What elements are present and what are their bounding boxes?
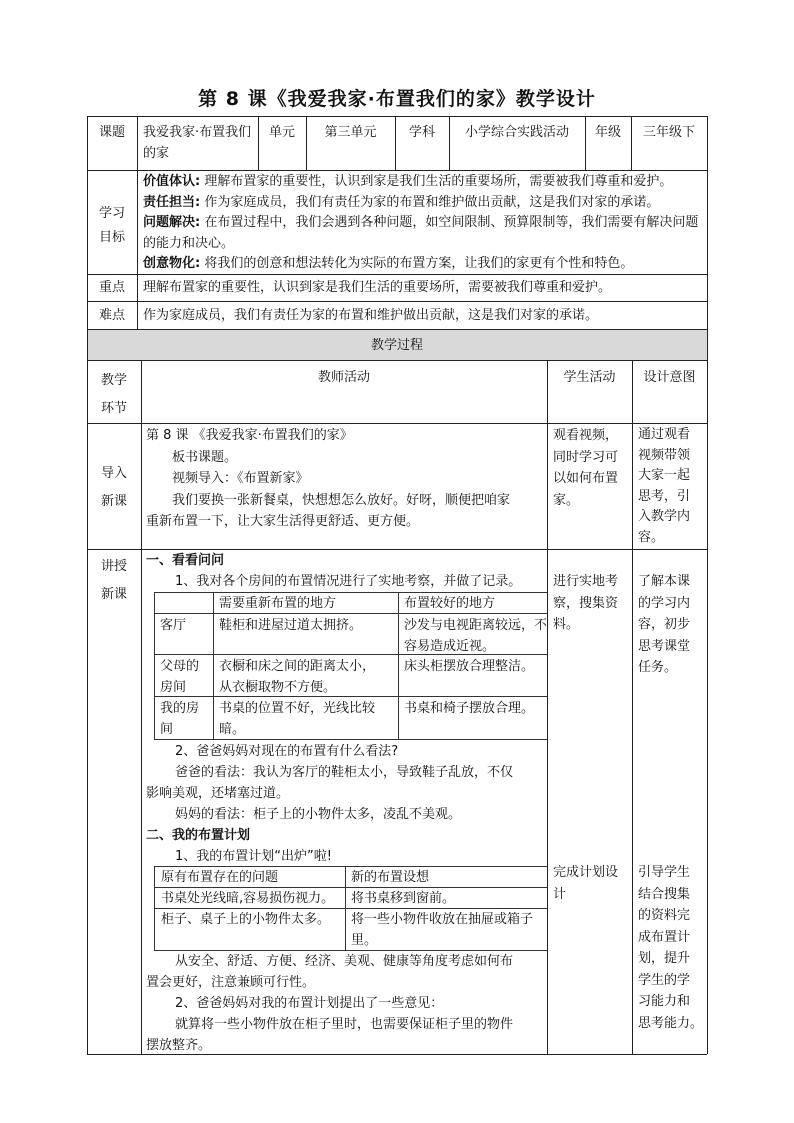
- goal-item: [143, 213, 703, 254]
- table1-row-good: 床头柜摆放合理整洁。: [404, 659, 535, 674]
- process-banner: 教学过程: [370, 338, 423, 353]
- intro-intent-line: 视频带领: [638, 447, 691, 463]
- lecture-intent-line: 任务。: [638, 660, 678, 675]
- col-student: 学生活动: [563, 370, 616, 385]
- goal-key: 问题解决:: [143, 215, 201, 230]
- lecture-intent-line: 划，提升: [638, 951, 691, 966]
- lecture-intent-line: 引导学生: [638, 865, 691, 880]
- col-stage: [87, 367, 141, 423]
- col-stage-line1: 教学: [100, 373, 127, 388]
- s1-line5: 妈妈的看法：柜子上的小物件太多，凌乱不美观。: [175, 807, 462, 822]
- table1-need-line: 衣橱和床之间的距离太小，: [219, 659, 376, 674]
- lesson-label: 课题: [98, 125, 125, 140]
- table1-need-line: 书桌的位置不好，光线比较: [219, 701, 376, 716]
- table1-row-good: 书桌和椅子摆放合理。: [404, 701, 535, 716]
- intro-stage-line2: 新课: [100, 494, 127, 509]
- s1-line2: 2、爸爸妈妈对现在的布置有什么看法?: [175, 744, 399, 759]
- section1-title: 一、看看问问: [146, 553, 225, 568]
- table1-room-line: 父母的: [160, 659, 200, 674]
- lecture-intent-line: 的学习内: [638, 595, 691, 611]
- table1-good-line: 沙发与电视距离较远，不: [404, 618, 547, 633]
- difficulty-text: 作为家庭成员，我们有责任为家的布置和维护做出贡献，这是我们对家的承诺。: [143, 308, 599, 323]
- col-teacher: 教师活动: [317, 370, 370, 385]
- table1-row-need: 鞋柜和进屋过道太拥挤。: [219, 618, 363, 633]
- goals-list: [143, 172, 703, 275]
- page-title: 第 8 课《我爱我家·布置我们的家》教学设计: [198, 88, 596, 110]
- subject-value: 小学综合实践活动: [464, 125, 569, 140]
- lecture-stage-line2: 新课: [100, 587, 127, 602]
- intro-line: 板书课题。: [172, 449, 238, 465]
- lecture-student-b: [553, 862, 631, 905]
- table1-room-line: 间: [160, 722, 174, 737]
- lecture-intent-line: 的资料完: [638, 908, 691, 923]
- goal-text: 将我们的创意和想法转化为实际的布置方案，让我们的家更有个性和特色。: [204, 256, 634, 271]
- table1-room-line: 我的房: [160, 701, 200, 716]
- intro-stage: [87, 460, 141, 516]
- lecture-intent-a: [638, 571, 706, 679]
- goal-text: 理解布置家的重要性，认识到家是我们生活的重要场所，需要被我们尊重和爱护。: [204, 174, 673, 189]
- table1-head-need: 需要重新布置的地方: [219, 596, 337, 611]
- goal-key: 价值体认:: [143, 174, 201, 189]
- intro-student-line: 同时学习可: [553, 449, 619, 465]
- table2-head-plan: 新的布置设想: [351, 870, 430, 885]
- intro-student: [553, 425, 631, 511]
- goal-item: [143, 193, 703, 214]
- s2-line2: 从安全、舒适、方便、经济、美观、健康等角度考虑如何布: [175, 954, 514, 969]
- lecture-student-line: 计: [553, 886, 567, 902]
- table1-row-room: [160, 698, 199, 740]
- table2-plan-line: 里。: [351, 933, 378, 948]
- table1-row-room: [160, 656, 199, 698]
- intro-line: 重新布置一下，让大家生活得更舒适、更方便。: [146, 514, 420, 529]
- intro-intent-line: 大家一起: [638, 468, 691, 483]
- intro-stage-line1: 导入: [100, 466, 127, 481]
- lecture-intent-line: 容，初步: [638, 617, 691, 632]
- lecture-student-line: 进行实地考: [553, 574, 619, 589]
- goal-item: [143, 172, 703, 193]
- section2-title: 二、我的布置计划: [146, 828, 251, 843]
- goal-text: 在布置过程中，我们会遇到各种问题，如空间限制、预算限制等，我们需要有解决问题的能力和决心。: [143, 215, 699, 251]
- goal-text: 作为家庭成员，我们有责任为家的布置和维护做出贡献，这是我们对家的承诺。: [204, 194, 660, 210]
- intro-lesson-title: 第 8 课 《我爱我家·布置我们的家》: [146, 428, 353, 443]
- table1-need-line: 暗。: [219, 722, 246, 737]
- lecture-student-line: 料。: [553, 617, 580, 632]
- intro-intent-line: 入教学内: [638, 509, 691, 524]
- table1-row-good: [404, 615, 547, 657]
- intro-student-line: 家。: [553, 492, 580, 508]
- col-stage-line2: 环节: [100, 401, 127, 416]
- table2-row-problem: 柜子、桌子上的小物件太多。: [161, 912, 331, 927]
- lecture-stage-line1: 讲授: [100, 559, 127, 574]
- table2-row-plan: 将书桌移到窗前。: [351, 891, 456, 906]
- intro-line: 我们要换一张新餐桌，快想想怎么放好。好呀，顺便把咱家: [172, 492, 511, 508]
- col-intent: 设计意图: [643, 370, 696, 385]
- intro-teacher: [146, 425, 544, 533]
- table1-need-line: 从衣橱取物不方便。: [219, 680, 337, 695]
- intro-student-line: 观看视频，: [553, 428, 619, 443]
- lecture-student-line: 察，搜集资: [553, 595, 619, 611]
- table2-head-problem: 原有布置存在的问题: [161, 870, 279, 885]
- key-point-text: 理解布置家的重要性，认识到家是我们生活的重要场所，需要被我们尊重和爱护。: [143, 280, 612, 295]
- grade-label: 年级: [594, 125, 621, 140]
- key-point-label: 重点: [98, 280, 125, 295]
- table1-row-need: [219, 698, 375, 740]
- lecture-intent-b: [638, 862, 706, 1034]
- s2-line1: 1、我的布置计划“出炉”啦!: [175, 849, 332, 864]
- intro-student-line: 以如何布置: [553, 471, 619, 486]
- s2-line4: 2、爸爸妈妈对我的布置计划提出了一些意见：: [175, 996, 444, 1011]
- table2-row-problem: 书桌处光线暗,容易损伤视力。: [161, 891, 335, 906]
- lecture-intent-line: 了解本课: [638, 574, 691, 589]
- goal-item: [143, 254, 703, 275]
- s1-line1: 1、我对各个房间的布置情况进行了实地考察，并做了记录。: [175, 574, 522, 589]
- goal-key: 责任担当:: [143, 194, 201, 210]
- lecture-intent-line: 成布置计: [638, 929, 691, 945]
- lecture-intent-line: 结合搜集: [638, 886, 691, 902]
- intro-line: 视频导入：《布置新家》: [172, 471, 309, 486]
- unit-value: 第三单元: [324, 125, 377, 140]
- lesson-value: 我爱我家·布置我们的家: [143, 125, 252, 161]
- lecture-intent-line: 习能力和: [638, 994, 691, 1009]
- goal-key: 创意物化:: [143, 256, 201, 271]
- intro-intent-line: 通过观看: [638, 427, 691, 442]
- lecture-intent-line: 思考能力。: [638, 1015, 704, 1031]
- goals-label-line1: 学习: [98, 206, 125, 221]
- s2-line5: 就算将一些小物件放在柜子里时，也需要保证柜子里的物件: [175, 1017, 514, 1032]
- lecture-intent-line: 思考课堂: [638, 638, 691, 654]
- s1-line4: 影响美观，还堵塞过道。: [146, 786, 290, 801]
- goals-label: [87, 202, 137, 250]
- s2-line3: 置会更好，注意兼顾可行性。: [146, 975, 316, 990]
- s1-line3: 爸爸的看法：我认为客厅的鞋柜太小，导致鞋子乱放，不仅: [175, 765, 514, 780]
- subject-label: 学科: [408, 125, 435, 140]
- difficulty-label: 难点: [98, 308, 125, 323]
- intro-intent-line: 思考，引: [638, 488, 691, 504]
- table2-plan-line: 将一些小物件收放在抽屉或箱子: [351, 912, 534, 927]
- intro-intent-line: 容。: [638, 529, 665, 545]
- unit-label: 单元: [268, 125, 295, 140]
- table1-room-line: 房间: [160, 680, 187, 695]
- lecture-intent-line: 学生的学: [638, 972, 691, 988]
- table1-good-line: 容易造成近视。: [404, 639, 496, 654]
- table1-head-good: 布置较好的地方: [404, 596, 496, 611]
- lecture-stage: [87, 553, 141, 609]
- table1-row-room: 客厅: [160, 618, 187, 633]
- table1-row-need: [219, 656, 375, 698]
- lecture-student-a: [553, 571, 631, 636]
- goals-label-line2: 目标: [98, 230, 125, 245]
- lecture-student-line: 完成计划设: [553, 865, 619, 880]
- intro-intent: [638, 425, 706, 548]
- table2-row-plan: [351, 909, 547, 951]
- grade-value: 三年级下: [642, 125, 695, 140]
- s2-line6: 摆放整齐。: [146, 1038, 212, 1053]
